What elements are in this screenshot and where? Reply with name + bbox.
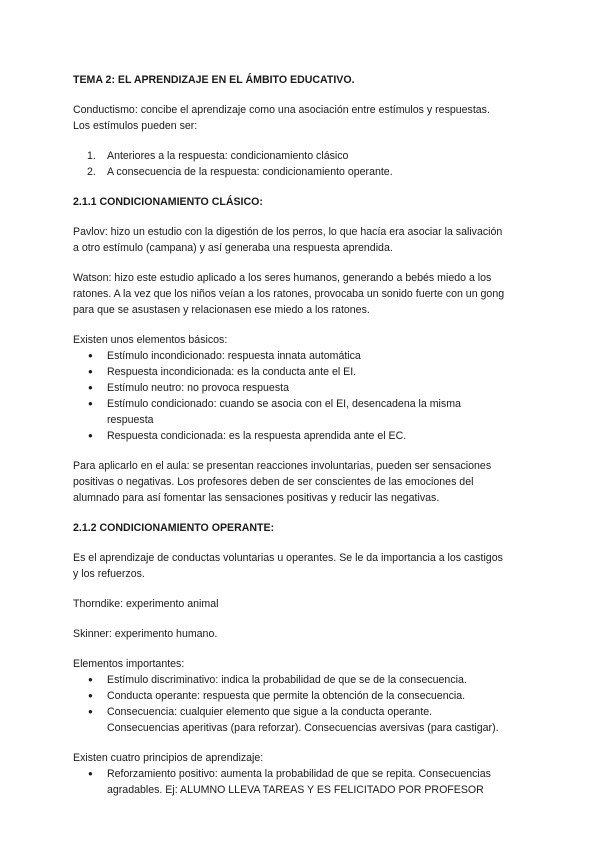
definition-line-1: Es el aprendizaje de conductas voluntarias u operantes. Se le da importancia a los castigos (73, 552, 503, 564)
list-item: ● Conducta operante: respuesta que permite la obtención de la consecuencia. (73, 688, 533, 704)
watson-line-1: Watson: hizo este estudio aplicado a los seres humanos, generando a bebés miedo a los (73, 272, 492, 284)
skinner-line: Skinner: experimento humano. (73, 628, 218, 640)
classroom-line-1: Para aplicarlo en el aula: se presentan reacciones involuntarias, pueden ser sensaciones (73, 460, 492, 472)
list-item: ● Estímulo condicionado: cuando se asocia con el EI, desencadena la misma respuesta (73, 396, 533, 428)
elements-intro: Existen unos elementos básicos: (73, 334, 228, 346)
watson-line-2: ratones. A la vez que los niños veían a los ratones, provocaba un sonido fuerte con un gong (73, 288, 505, 300)
thorndike-line: Thorndike: experimento animal (73, 598, 219, 610)
intro-line-2: Los estímulos pueden ser: (73, 120, 198, 132)
important-intro: Elementos importantes: (73, 658, 185, 670)
section-heading-operant: 2.1.2 CONDICIONAMIENTO OPERANTE: (73, 522, 275, 534)
pavlov-line-2: a otro estímulo (campana) y así generaba una respuesta aprendida. (73, 242, 393, 254)
classroom-line-2: positivas o negativas. Los profesores deben de ser conscientes de las emociones del (73, 476, 474, 488)
definition-line-2: y los refuerzos. (73, 568, 145, 580)
basic-elements-list (73, 348, 533, 444)
important-elements-list (73, 672, 533, 736)
document-title: TEMA 2: EL APRENDIZAJE EN EL ÁMBITO EDUCATIVO. (73, 74, 355, 86)
list-item: ● Estímulo discriminativo: indica la probabilidad de que se de la consecuencia. (73, 672, 533, 688)
document-page (73, 66, 533, 798)
principles-list (73, 766, 533, 798)
list-item: ● Reforzamiento positivo: aumenta la probabilidad de que se repita. Consecuencias agradables. Ej: ALUMNO LLEVA TAREAS Y ES FELICITADO POR PROFESOR (73, 766, 533, 798)
principles-intro: Existen cuatro principios de aprendizaje: (73, 752, 264, 764)
watson-line-3: para que se asustasen y relacionasen ese miedo a los ratones. (73, 304, 370, 316)
section-heading-classical: 2.1.1 CONDICIONAMIENTO CLÁSICO: (73, 196, 263, 208)
list-item: ● Estímulo neutro: no provoca respuesta (73, 380, 533, 396)
list-item: ● Respuesta incondicionada: es la conducta ante el EI. (73, 364, 533, 380)
list-item: ● Estímulo incondicionado: respuesta innata automática (73, 348, 533, 364)
classroom-line-3: alumnado para así fomentar las sensaciones positivas y reducir las negativas. (73, 492, 440, 504)
intro-line-1: Conductismo: concibe el aprendizaje como una asociación entre estímulos y respuestas. (73, 104, 490, 116)
pavlov-line-1: Pavlov: hizo un estudio con la digestión de los perros, lo que hacía era asociar la salivación (73, 226, 503, 238)
stimuli-item: 2. A consecuencia de la respuesta: condicionamiento operante. (87, 166, 393, 178)
list-item: ● Respuesta condicionada: es la respuesta aprendida ante el EC. (73, 428, 533, 444)
list-item: ● Consecuencia: cualquier elemento que sigue a la conducta operante. Consecuencias aperitivas (para reforzar). Consecuencias aversivas (para castigar). (73, 704, 533, 736)
stimuli-list (73, 148, 533, 180)
stimuli-item: 1. Anteriores a la respuesta: condicionamiento clásico (87, 150, 349, 162)
